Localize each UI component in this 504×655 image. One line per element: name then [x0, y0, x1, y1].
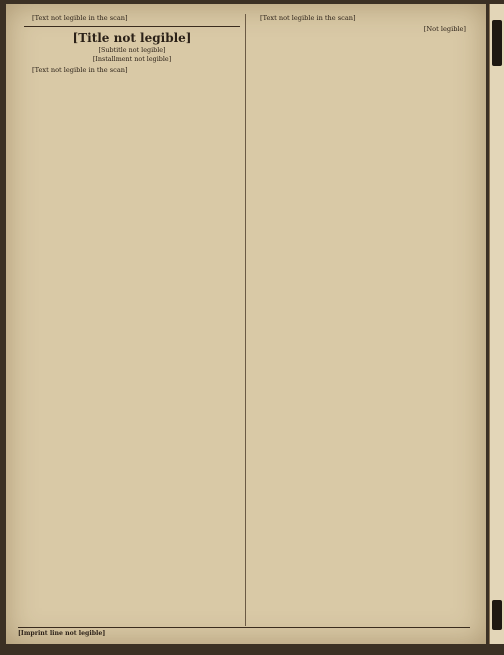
newspaper-page	[6, 4, 486, 644]
story-subtitle: [Subtitle not legible]	[98, 46, 166, 55]
section-divider	[24, 26, 240, 27]
story-paragraph: [Text not legible in the scan]	[260, 14, 356, 22]
adjacent-page-edge	[489, 4, 504, 644]
adjacent-page-mark	[492, 20, 502, 66]
imprint-footer: [Imprint line not legible]	[18, 627, 470, 638]
story-installment: [Installment not legible]	[92, 55, 172, 64]
right-column	[252, 14, 466, 626]
left-column	[24, 14, 240, 626]
story-title: [Title not legible]	[72, 31, 192, 46]
column-divider	[245, 14, 246, 626]
continuation-note: [Not legible]	[423, 25, 466, 34]
article-paragraph: [Text not legible in the scan]	[32, 14, 128, 22]
adjacent-page-mark	[492, 600, 502, 630]
story-paragraph: [Text not legible in the scan]	[32, 66, 128, 75]
